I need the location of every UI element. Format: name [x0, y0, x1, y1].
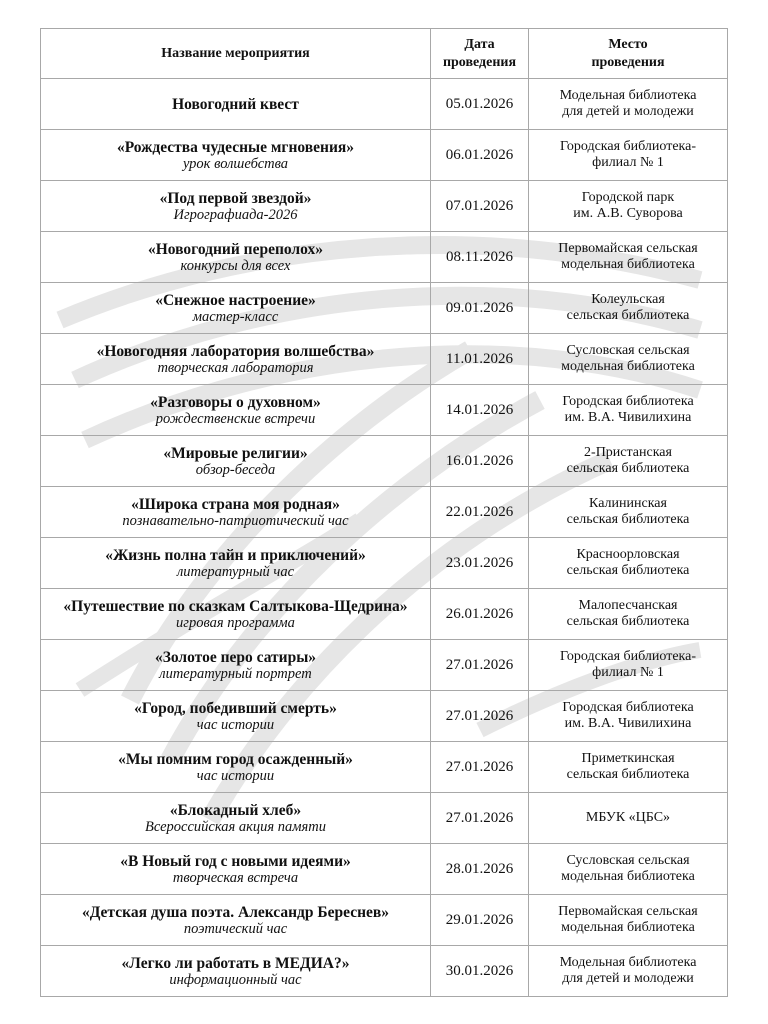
- event-format: поэтический час: [183, 920, 288, 937]
- event-place-line2: модельная библиотека: [561, 869, 695, 884]
- event-date-cell: [431, 946, 529, 997]
- event-place-cell: [529, 844, 728, 895]
- column-header-date: [431, 29, 529, 79]
- event-title: «Жизнь полна тайн и приключений»: [105, 546, 366, 564]
- event-title: «Новогодняя лаборатория волшебства»: [96, 342, 375, 360]
- event-date-cell: [431, 640, 529, 691]
- event-place-cell: [529, 895, 728, 946]
- column-header-date-line2: проведения: [442, 54, 517, 70]
- event-place-line2: модельная библиотека: [561, 359, 695, 374]
- event-name-cell: [41, 385, 431, 436]
- event-place-cell: [529, 742, 728, 793]
- event-date-cell: [431, 793, 529, 844]
- event-place-line1: Модельная библиотека: [559, 88, 697, 103]
- event-title: «Золотое перо сатиры»: [154, 648, 317, 666]
- event-place-line1: Малопесчанская: [578, 598, 678, 613]
- event-place-line2: модельная библиотека: [561, 920, 695, 935]
- table-row: [41, 385, 728, 436]
- event-date: 27.01.2026: [445, 708, 514, 724]
- table-row: [41, 640, 728, 691]
- event-title: «Детская душа поэта. Александр Береснев»: [81, 903, 390, 921]
- event-date-cell: [431, 691, 529, 742]
- event-place-line2: сельская библиотека: [566, 767, 690, 782]
- event-place-cell: [529, 793, 728, 844]
- event-date: 30.01.2026: [445, 963, 514, 979]
- event-place-cell: [529, 283, 728, 334]
- event-date-cell: [431, 742, 529, 793]
- event-title: «Блокадный хлеб»: [169, 801, 302, 819]
- table-header-row: [41, 29, 728, 79]
- event-place-line1: Сусловская сельская: [566, 343, 690, 358]
- event-place-line1: Калининская: [589, 496, 667, 511]
- event-place-line1: Красноорловская: [576, 547, 680, 562]
- event-date-cell: [431, 589, 529, 640]
- event-place-cell: [529, 334, 728, 385]
- column-header-date-line1: Дата: [464, 36, 495, 52]
- event-name-cell: [41, 436, 431, 487]
- event-place-line2: сельская библиотека: [566, 614, 690, 629]
- event-place-cell: [529, 946, 728, 997]
- table-row: [41, 79, 728, 130]
- event-place-cell: [529, 232, 728, 283]
- event-title: «Широка страна моя родная»: [131, 495, 340, 513]
- column-header-place-line2: проведения: [591, 54, 665, 70]
- event-date: 27.01.2026: [445, 759, 514, 775]
- event-format: конкурсы для всех: [180, 257, 291, 274]
- event-date: 22.01.2026: [445, 504, 514, 520]
- table-row: [41, 589, 728, 640]
- event-date: 05.01.2026: [445, 96, 514, 112]
- event-format: час истории: [196, 767, 275, 784]
- table-row: [41, 334, 728, 385]
- event-name-cell: [41, 181, 431, 232]
- event-name-cell: [41, 895, 431, 946]
- event-title: «Легко ли работать в МЕДИА?»: [121, 954, 350, 972]
- event-name-cell: [41, 334, 431, 385]
- table-row: [41, 895, 728, 946]
- event-name-cell: [41, 232, 431, 283]
- table-row: [41, 487, 728, 538]
- event-place-cell: [529, 640, 728, 691]
- event-format: информационный час: [169, 971, 302, 988]
- event-place-line2: для детей и молодежи: [562, 971, 694, 986]
- event-place-line2: для детей и молодежи: [562, 104, 694, 119]
- event-place-line1: Городская библиотека: [562, 394, 694, 409]
- event-title: «Мировые религии»: [163, 444, 308, 462]
- event-date: 11.01.2026: [446, 351, 513, 367]
- event-format: литературный час: [176, 563, 295, 580]
- event-place-line1: 2-Пристанская: [584, 445, 672, 460]
- event-place-cell: [529, 79, 728, 130]
- event-name-cell: [41, 691, 431, 742]
- event-place-line1: Первомайская сельская: [558, 241, 698, 256]
- event-title: «Новогодний переполох»: [148, 240, 323, 258]
- event-place-line1: Модельная библиотека: [559, 955, 697, 970]
- event-name-cell: [41, 130, 431, 181]
- table-row: [41, 181, 728, 232]
- event-date-cell: [431, 283, 529, 334]
- event-name-cell: [41, 487, 431, 538]
- event-format: обзор-беседа: [195, 461, 276, 478]
- table-row: [41, 793, 728, 844]
- event-format: игровая программа: [176, 614, 295, 631]
- table-row: [41, 436, 728, 487]
- event-place-line1: Первомайская сельская: [558, 904, 698, 919]
- event-title: «Город, победивший смерть»: [134, 699, 337, 717]
- event-date-cell: [431, 130, 529, 181]
- table-row: [41, 742, 728, 793]
- event-place-line2: им. В.А. Чивилихина: [564, 716, 692, 731]
- table-row: [41, 946, 728, 997]
- event-date: 16.01.2026: [445, 453, 514, 469]
- event-title: Новогодний квест: [172, 95, 299, 113]
- event-place-line1: Городская библиотека: [562, 700, 694, 715]
- event-place-line2: филиал № 1: [592, 155, 664, 170]
- event-place-line1: Приметкинская: [581, 751, 675, 766]
- event-format: познавательно-патриотический час: [122, 512, 349, 529]
- event-date-cell: [431, 181, 529, 232]
- event-date: 23.01.2026: [445, 555, 514, 571]
- event-name-cell: [41, 742, 431, 793]
- event-date: 28.01.2026: [445, 861, 514, 877]
- event-date: 06.01.2026: [445, 147, 514, 163]
- event-place-line1: МБУК «ЦБС»: [585, 810, 671, 825]
- event-format: творческая встреча: [172, 869, 299, 886]
- event-place-line2: сельская библиотека: [566, 512, 690, 527]
- event-date-cell: [431, 895, 529, 946]
- event-name-cell: [41, 589, 431, 640]
- event-date-cell: [431, 538, 529, 589]
- event-date-cell: [431, 385, 529, 436]
- event-place-line2: им. А.В. Суворова: [573, 206, 683, 221]
- table-row: [41, 691, 728, 742]
- event-date-cell: [431, 79, 529, 130]
- event-title: «Рождества чудесные мгновения»: [116, 138, 355, 156]
- event-name-cell: [41, 79, 431, 130]
- event-format: рождественские встречи: [155, 410, 316, 427]
- event-place-line2: модельная библиотека: [561, 257, 695, 272]
- event-title: «Мы помним город осажденный»: [118, 750, 353, 768]
- event-title: «Под первой звездой»: [159, 189, 312, 207]
- event-format: Игрографиада-2026: [173, 206, 298, 223]
- table-row: [41, 538, 728, 589]
- event-place-line1: Сусловская сельская: [566, 853, 690, 868]
- table-row: [41, 232, 728, 283]
- event-title: «Снежное настроение»: [155, 291, 316, 309]
- event-title: «Путешествие по сказкам Салтыкова-Щедрина»: [63, 597, 408, 615]
- event-date: 29.01.2026: [445, 912, 514, 928]
- event-place-cell: [529, 385, 728, 436]
- event-place-line1: Городская библиотека-: [559, 649, 697, 664]
- event-place-cell: [529, 130, 728, 181]
- table-row: [41, 283, 728, 334]
- event-name-cell: [41, 640, 431, 691]
- event-format: творческая лаборатория: [157, 359, 314, 376]
- event-place-line2: филиал № 1: [592, 665, 664, 680]
- event-date: 27.01.2026: [445, 657, 514, 673]
- events-table-body: [41, 79, 728, 997]
- event-date-cell: [431, 844, 529, 895]
- event-place-cell: [529, 691, 728, 742]
- event-name-cell: [41, 844, 431, 895]
- event-date-cell: [431, 334, 529, 385]
- table-row: [41, 130, 728, 181]
- event-place-cell: [529, 436, 728, 487]
- event-date: 26.01.2026: [445, 606, 514, 622]
- table-row: [41, 844, 728, 895]
- event-place-line1: Колеульская: [591, 292, 665, 307]
- event-format: час истории: [196, 716, 275, 733]
- event-date: 08.11.2026: [446, 249, 513, 265]
- event-date: 14.01.2026: [445, 402, 514, 418]
- event-date-cell: [431, 487, 529, 538]
- event-place-cell: [529, 538, 728, 589]
- event-name-cell: [41, 538, 431, 589]
- event-place-line2: им. В.А. Чивилихина: [564, 410, 692, 425]
- event-format: литературный портрет: [159, 665, 312, 682]
- event-place-line2: сельская библиотека: [566, 461, 690, 476]
- event-date: 07.01.2026: [445, 198, 514, 214]
- event-format: Всероссийская акция памяти: [145, 818, 326, 835]
- column-header-place-line1: Место: [608, 36, 648, 52]
- column-header-name: [41, 29, 431, 79]
- event-date: 09.01.2026: [445, 300, 514, 316]
- event-place-cell: [529, 589, 728, 640]
- event-title: «В Новый год с новыми идеями»: [120, 852, 351, 870]
- event-place-line2: сельская библиотека: [566, 563, 690, 578]
- event-name-cell: [41, 946, 431, 997]
- event-date: 27.01.2026: [445, 810, 514, 826]
- event-date-cell: [431, 232, 529, 283]
- events-table: [40, 28, 728, 997]
- column-header-place: [529, 29, 728, 79]
- column-header-name-label: Название мероприятия: [161, 45, 310, 61]
- event-name-cell: [41, 283, 431, 334]
- event-format: урок волшебства: [182, 155, 289, 172]
- event-format: мастер-класс: [192, 308, 279, 325]
- event-place-cell: [529, 181, 728, 232]
- event-place-cell: [529, 487, 728, 538]
- event-place-line2: сельская библиотека: [566, 308, 690, 323]
- event-place-line1: Городской парк: [581, 190, 675, 205]
- event-title: «Разговоры о духовном»: [150, 393, 321, 411]
- event-place-line1: Городская библиотека-: [559, 139, 697, 154]
- event-name-cell: [41, 793, 431, 844]
- event-date-cell: [431, 436, 529, 487]
